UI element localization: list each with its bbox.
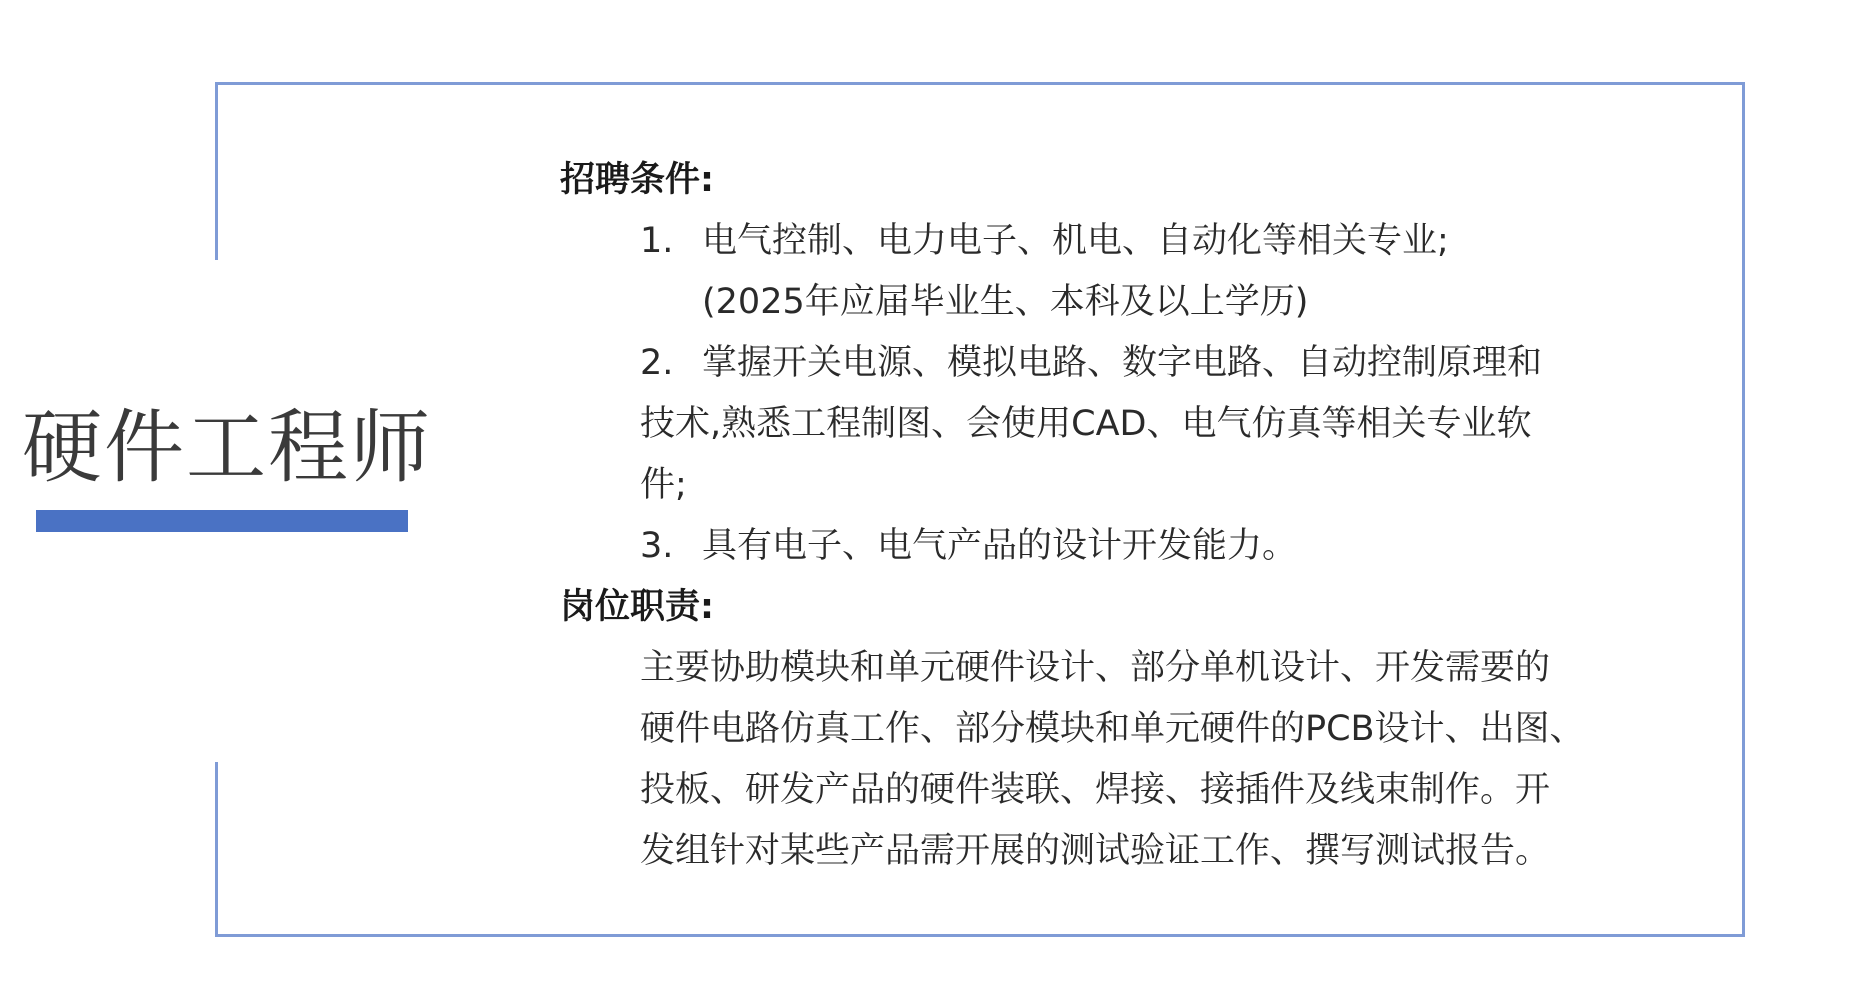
duties-line-4: 发组针对某些产品需开展的测试验证工作、撰写测试报告。: [640, 831, 1551, 871]
requirement-number: 3.: [640, 526, 674, 566]
duties-line-1: 主要协助模块和单元硬件设计、部分单机设计、开发需要的: [640, 648, 1551, 688]
job-title: 硬件工程师: [22, 401, 432, 494]
title-underline-bar: [36, 510, 408, 532]
frame-left-border-lower: [215, 762, 218, 937]
requirement-text: 掌握开关电源、模拟电路、数字电路、自动控制原理和: [702, 343, 1543, 383]
duties-line-2: 硬件电路仿真工作、部分模块和单元硬件的PCB设计、出图、: [640, 709, 1585, 749]
duties-line-3: 投板、研发产品的硬件装联、焊接、接插件及线束制作。开: [640, 770, 1551, 810]
requirement-number: 2.: [640, 343, 674, 383]
frame-bottom-border: [215, 934, 1745, 937]
requirement-item-1-line-1: [560, 211, 1700, 272]
requirement-number: 1.: [640, 221, 674, 261]
requirement-text: 具有电子、电气产品的设计开发能力。: [702, 526, 1298, 566]
requirement-item-2-line-3: 件;: [640, 465, 687, 505]
requirement-item-2-line-2: 技术,熟悉工程制图、会使用CAD、电气仿真等相关专业软: [640, 404, 1532, 444]
frame-right-border: [1742, 82, 1745, 937]
requirement-item-1-line-2: (2025年应届毕业生、本科及以上学历): [702, 282, 1309, 322]
requirement-item-2-line-1: [560, 333, 1700, 394]
frame-left-border-upper: [215, 82, 218, 260]
requirement-item-3-line-1: [560, 516, 1700, 577]
duties-heading: 岗位职责:: [560, 587, 714, 627]
frame-top-border: [215, 82, 1745, 85]
requirement-text: 电气控制、电力电子、机电、自动化等相关专业;: [702, 221, 1449, 261]
job-description: [560, 150, 1700, 882]
requirements-heading: 招聘条件:: [560, 160, 714, 200]
